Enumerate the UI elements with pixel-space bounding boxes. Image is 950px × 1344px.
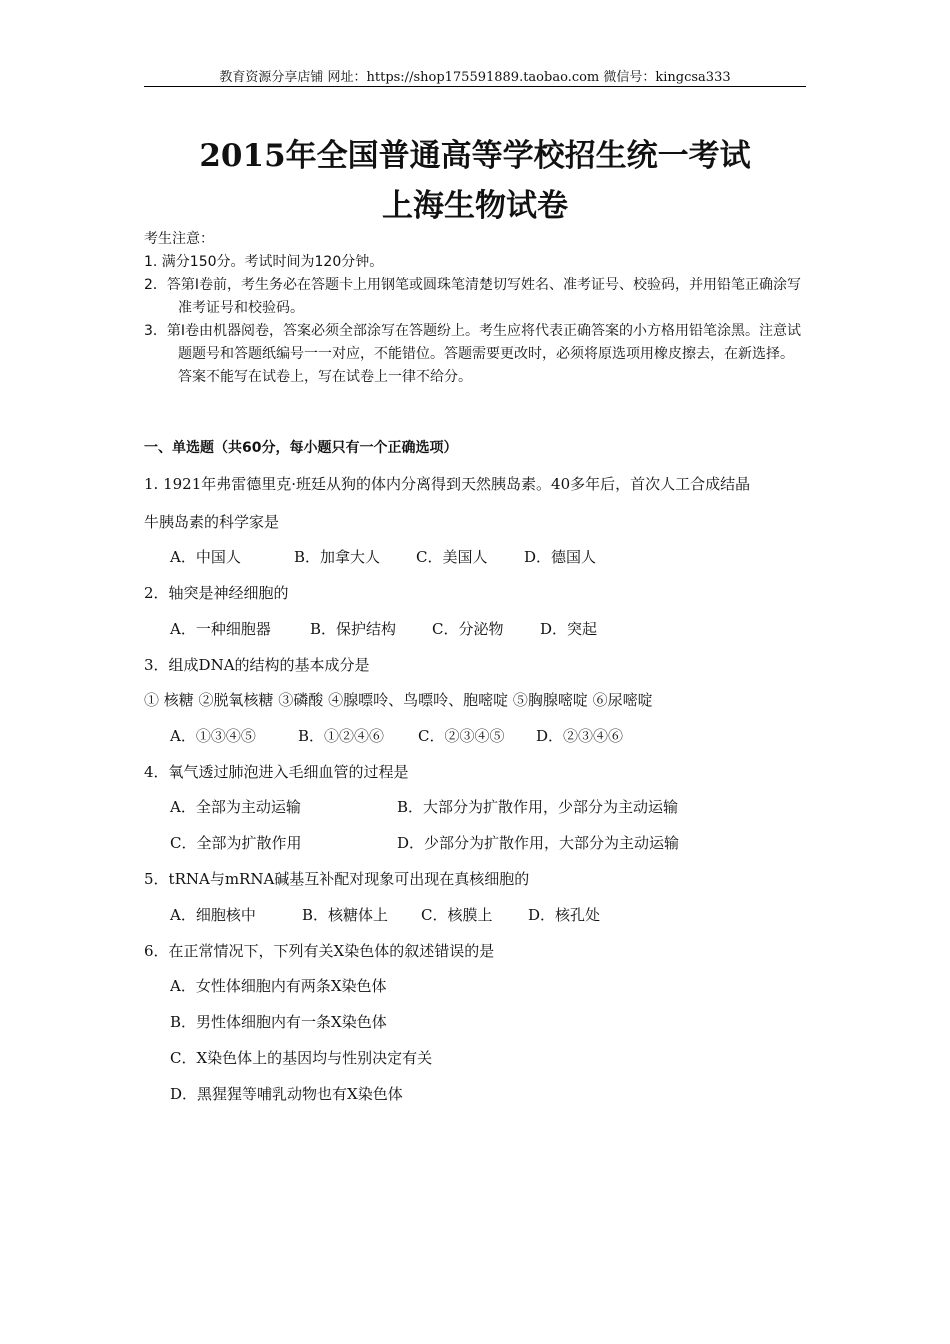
- q1-option-d: D．德国人: [524, 548, 597, 566]
- q3-option-a: A．①③④⑤: [170, 727, 256, 745]
- notice-item: 1. 满分150分。考试时间为120分钟。: [144, 254, 384, 270]
- q6-option-b: B．男性体细胞内有一条X染色体: [170, 1013, 387, 1031]
- q4-option-c: C．全部为扩散作用: [170, 834, 302, 852]
- question-5-stem: 5．tRNA与mRNA碱基互补配对现象可出现在真核细胞的: [144, 870, 530, 888]
- q1-option-a: A．中国人: [170, 548, 241, 566]
- q5-option-b: B．核糖体上: [302, 906, 389, 924]
- q4-option-a: A．全部为主动运输: [170, 798, 301, 816]
- candidate-notice: [144, 228, 806, 389]
- q5-option-d: D．核孔处: [528, 906, 601, 924]
- q3-option-d: D．②③④⑥: [536, 727, 624, 745]
- exam-title: 2015年全国普通高等学校招生统一考试: [199, 138, 751, 174]
- notice-heading: 考生注意：: [144, 231, 214, 247]
- question-3-stem: 3．组成DNA的结构的基本成分是: [144, 656, 370, 674]
- q4-option-d: D．少部分为扩散作用，大部分为主动运输: [397, 834, 680, 852]
- q6-option-c: C．X染色体上的基因均与性别决定有关: [170, 1049, 433, 1067]
- question-6-stem: 6．在正常情况下，下列有关X染色体的叙述错误的是: [144, 942, 495, 960]
- question-1-stem-cont: 牛胰岛素的科学家是: [144, 513, 280, 531]
- header-divider: [144, 86, 806, 87]
- exam-subtitle: 上海生物试卷: [382, 188, 568, 224]
- q2-option-c: C．分泌物: [432, 620, 504, 638]
- q5-option-a: A．细胞核中: [170, 906, 256, 924]
- section-title: 一、单选题（共60分，每小题只有一个正确选项）: [144, 440, 458, 456]
- q3-option-b: B．①②④⑥: [298, 727, 385, 745]
- q2-option-a: A．一种细胞器: [170, 620, 271, 638]
- q4-option-b: B．大部分为扩散作用，少部分为主动运输: [397, 798, 679, 816]
- q6-option-a: A．女性体细胞内有两条X染色体: [170, 977, 387, 995]
- q5-option-c: C．核膜上: [421, 906, 493, 924]
- question-3-components: ① 核糖 ②脱氧核糖 ③磷酸 ④腺嘌呤、鸟嘌呤、胞嘧啶 ⑤胸腺嘧啶 ⑥尿嘧啶: [144, 691, 653, 709]
- question-1-stem: 1. 1921年弗雷德里克·班廷从狗的体内分离得到天然胰岛素。40多年后，首次人工合成结晶: [144, 475, 751, 493]
- q1-option-c: C．美国人: [416, 548, 488, 566]
- question-4-stem: 4．氧气透过肺泡进入毛细血管的过程是: [144, 763, 409, 781]
- page-header: 教育资源分享店铺 网址：https://shop175591889.taobao.com 微信号：kingcsa333: [219, 70, 731, 85]
- notice-item: 2．答第Ⅰ卷前，考生务必在答题卡上用钢笔或圆珠笔清楚切写姓名、准考证号、校验码，并用铅笔正确涂写准考证号和校验码。: [144, 277, 802, 316]
- question-2-stem: 2．轴突是神经细胞的: [144, 584, 289, 602]
- q2-option-d: D．突起: [540, 620, 598, 638]
- notice-item: 3．第Ⅰ卷由机器阅卷，答案必须全部涂写在答题纷上。考生应将代表正确答案的小方格用铅笔涂黑。注意试题题号和答题纸编号一一对应，不能错位。答题需要更改时，必须将原选项用橡皮擦去，在新选择。答案不能写在试卷上，写在试卷上一律不给分。: [144, 323, 802, 385]
- q1-option-b: B．加拿大人: [294, 548, 381, 566]
- q6-option-d: D．黑猩猩等哺乳动物也有X染色体: [170, 1085, 403, 1103]
- q3-option-c: C．②③④⑤: [418, 727, 505, 745]
- q2-option-b: B．保护结构: [310, 620, 397, 638]
